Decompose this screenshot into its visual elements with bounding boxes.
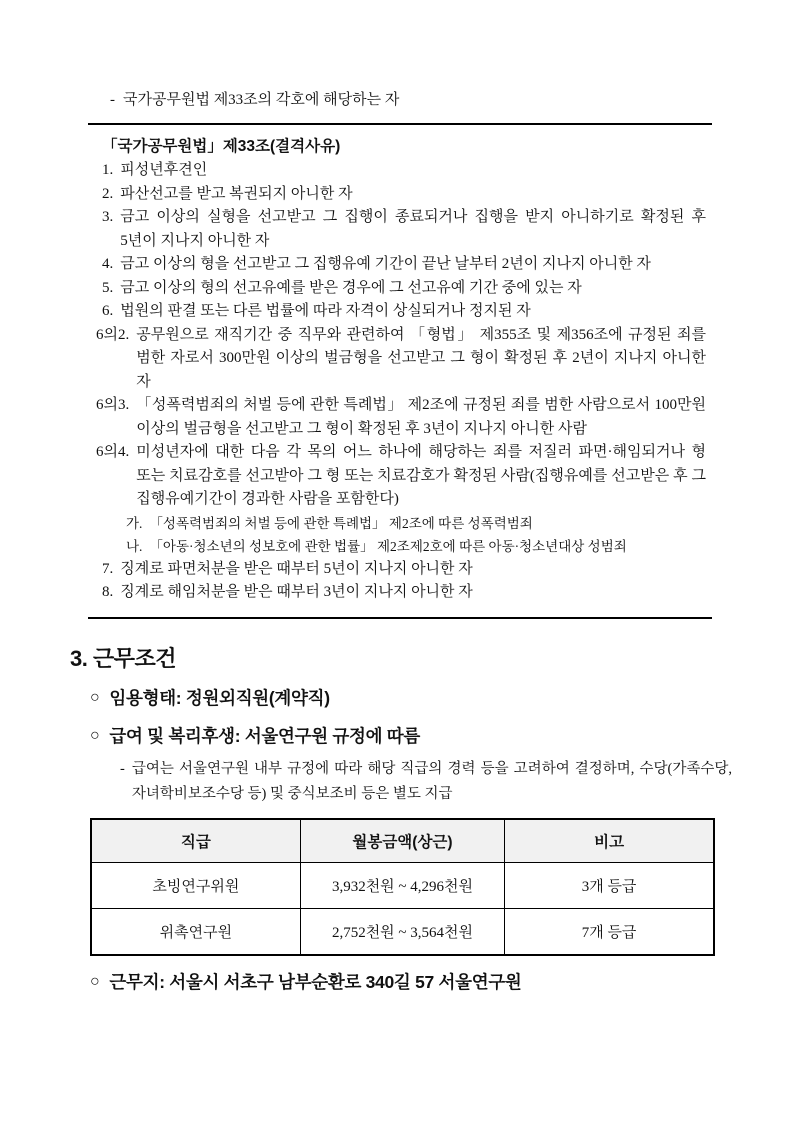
law-item-number: 8. [102,584,114,600]
column-header-remarks: 비고 [505,819,714,863]
law-item-8 [102,581,706,605]
law-item-text: 미성년자에 대한 다음 각 목의 어느 하나에 해당하는 죄를 저질러 파면·해임되거나 형 또는 치료감호를 선고받아 그 형 또는 치료감호가 확정된 사람(집행유예를 선고받은 후 그 집행유예기간이 경과한 사람을 포함한다) [136,444,706,507]
bullet-text: 근무지: 서울시 서초구 남부순환로 340길 57 서울연구원 [109,971,522,992]
law-item-4 [102,253,706,277]
table-row [91,909,714,955]
salary-table [90,818,715,956]
law-item-text: 피성년후견인 [120,162,208,178]
law-item-number: 1. [102,162,114,178]
circle-bullet-icon: ○ [90,726,100,744]
dash-marker: - [110,92,115,108]
law-item-6 [102,300,706,324]
law-excerpt-box [88,123,712,619]
law-item-number: 2. [102,185,114,202]
law-item-number: 나. [126,538,143,554]
law-item-6-3 [96,394,706,441]
law-subitem-ga [126,512,706,535]
law-item-number: 4. [102,256,114,272]
cell-pay: 3,932천원 ~ 4,296천원 [300,863,504,909]
law-item-text: 공무원으로 재직기간 중 직무와 관련하여 「형법」 제355조 및 제356조에 규정된 죄를 범한 자로서 300만원 이상의 벌금형을 선고받고 그 형이 확정된 후 2년이 지나지 아니한 자 [136,326,706,390]
law-item-text: 파산선고를 받고 복권되지 아니한 자 [120,185,353,202]
law-subitem-na [126,535,706,558]
law-item-number: 7. [102,560,114,577]
law-item-6-2 [96,324,706,395]
bullet-workplace [90,969,731,995]
section-heading: 3. 근무조건 [70,645,176,671]
law-item-text: 징계로 파면처분을 받은 때부터 5년이 지나지 아니한 자 [120,560,473,577]
cell-pay: 2,752천원 ~ 3,564천원 [300,909,504,955]
law-item-3 [102,206,706,253]
bullet-employment-type [90,685,731,711]
law-item-7 [102,558,706,582]
circle-bullet-icon: ○ [90,972,100,990]
cell-remarks: 3개 등급 [505,863,714,909]
circle-bullet-icon: ○ [90,688,100,706]
law-item-number: 6의3. [96,397,130,413]
column-header-rank: 직급 [91,819,300,863]
law-item-2 [102,183,706,207]
note-text: 급여는 서울연구원 내부 규정에 따라 해당 직급의 경력 등을 고려하여 결정하며, 수당(가족수당, 자녀학비보조수당 등) 및 중식보조비 등은 별도 지급 [131,760,732,802]
law-item-number: 가. [126,515,143,531]
table-row [91,863,714,909]
cell-rank: 초빙연구위원 [91,863,300,909]
intro-line [110,90,731,110]
cell-remarks: 7개 등급 [505,909,714,955]
table-header-row [91,819,714,863]
law-item-text: 「성폭력범죄의 처벌 등에 관한 특례법」 제2조에 따른 성폭력범죄 [149,515,533,531]
law-item-5 [102,277,706,301]
law-item-text: 「아동·청소년의 성보호에 관한 법률」 제2조제2호에 따른 아동·청소년대상 성범죄 [149,538,627,554]
law-box-title: 「국가공무원법」제33조(결격사유) [102,138,341,155]
law-item-text: 징계로 해임처분을 받은 때부터 3년이 지나지 아니한 자 [120,584,473,600]
law-item-text: 법원의 판결 또는 다른 법률에 따라 자격이 상실되거나 정지된 자 [120,303,531,319]
law-item-text: 금고 이상의 형의 선고유예를 받은 경우에 그 선고유예 기간 중에 있는 자 [120,279,582,296]
law-item-number: 3. [102,209,114,225]
bullet-salary-welfare [90,723,731,749]
column-header-monthly-pay: 월봉금액(상근) [300,819,504,863]
law-item-number: 6. [102,303,114,319]
cell-rank: 위촉연구원 [91,909,300,955]
law-item-text: 금고 이상의 형을 선고받고 그 집행유예 기간이 끝난 날부터 2년이 지나지 아니한 자 [120,256,651,272]
law-item-number: 6의4. [96,444,130,460]
bullet-text: 급여 및 복리후생: 서울연구원 규정에 따름 [109,725,420,746]
law-item-number: 5. [102,279,114,296]
law-item-text: 「성폭력범죄의 처벌 등에 관한 특례법」 제2조에 규정된 죄를 범한 사람으로서 100만원 이상의 벌금형을 선고받고 그 형이 확정된 후 3년이 지나지 아니한 사람 [136,397,706,437]
intro-text: 국가공무원법 제33조의 각호에 해당하는 자 [123,92,400,108]
law-item-1 [102,159,706,183]
dash-marker: - [120,760,125,777]
law-item-number: 6의2. [96,326,130,343]
salary-note [120,757,732,807]
bullet-text: 임용형태: 정원외직원(계약직) [109,687,330,708]
law-item-text: 금고 이상의 실형을 선고받고 그 집행이 종료되거나 집행을 받지 아니하기로 확정된 후 5년이 지나지 아니한 자 [120,209,706,249]
law-item-6-4 [96,441,706,512]
